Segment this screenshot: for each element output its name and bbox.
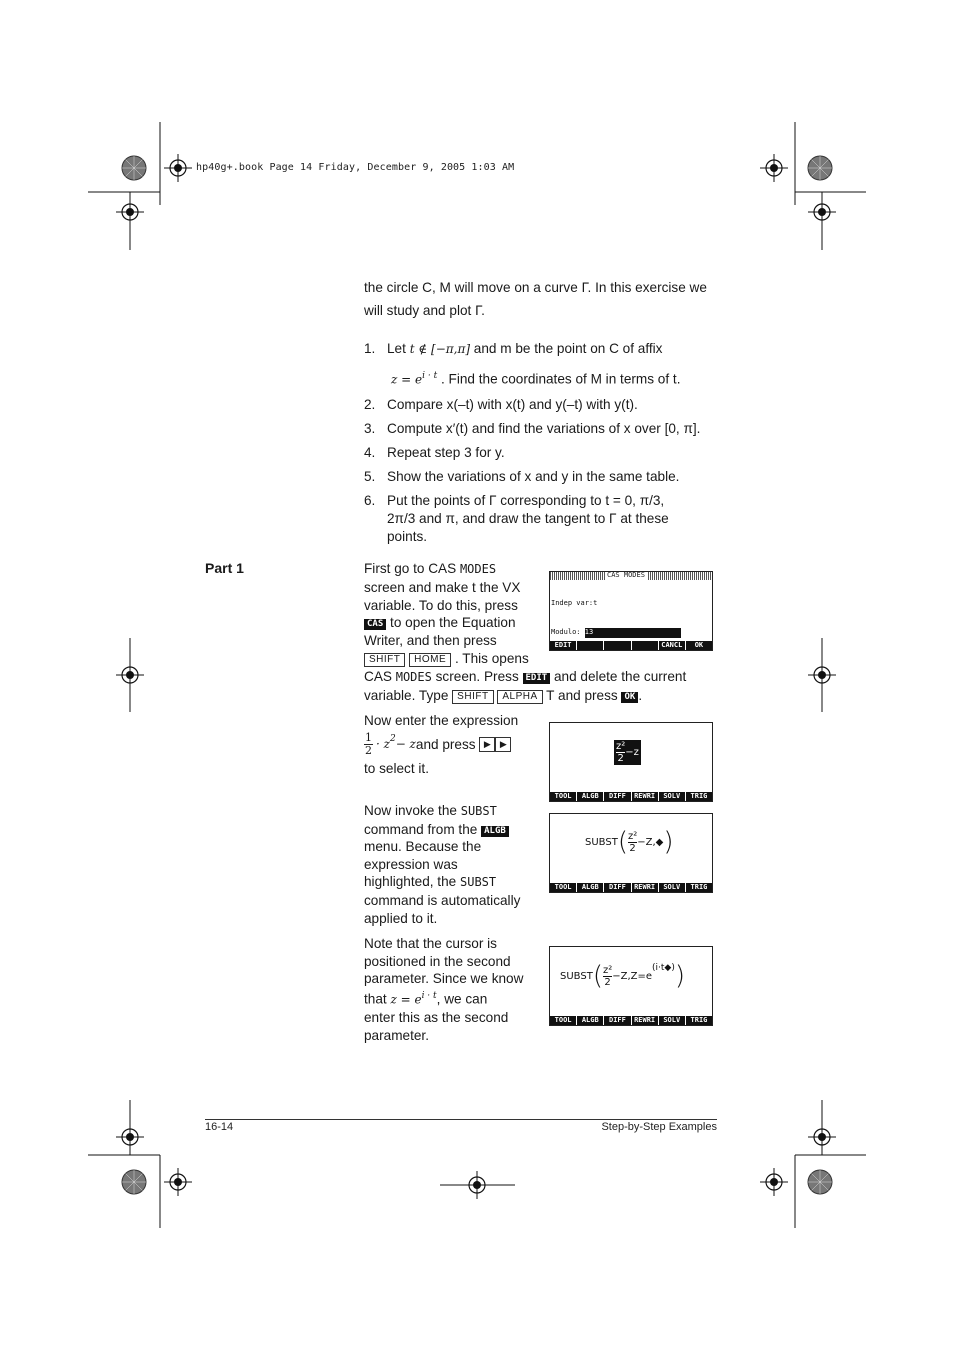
math-expression: t ∉ [−π,π] bbox=[409, 342, 471, 356]
step-6: 6. Put the points of Γ corresponding to t = 0, π/3, 2π/3 and π, and draw the tangent to Γ at these points. bbox=[364, 493, 669, 544]
calculator-screen-cas-modes bbox=[549, 571, 713, 651]
algb-key: ALGB bbox=[481, 826, 509, 837]
edit-key: EDIT bbox=[523, 673, 551, 684]
screen-mode-lines: Indep var:t Modulo: 13 bbox=[550, 580, 712, 651]
ok-key: OK bbox=[621, 692, 638, 703]
step-5: 5. Show the variations of x and y in the same table. bbox=[364, 469, 680, 484]
screen-menu-bar: TOOL ALGB DIFF REWRI SOLV TRIG bbox=[550, 1016, 712, 1025]
intro-line-1: the circle C, M will move on a curve Γ. In this exercise we bbox=[364, 280, 707, 295]
intro-paragraph bbox=[364, 279, 724, 320]
right-arrow-key: ▶ bbox=[479, 737, 495, 752]
calculator-screen-expression bbox=[549, 722, 713, 802]
highlighted-expression: z² 2 −z bbox=[616, 741, 639, 764]
subst-expression: SUBST ( z² 2 −Z,◆ ) bbox=[585, 827, 674, 857]
screen-menu-bar: EDIT CANCL OK bbox=[550, 641, 712, 650]
shift-key: SHIFT bbox=[452, 690, 493, 704]
steps-list bbox=[364, 340, 724, 546]
calculator-screen-subst-param bbox=[549, 946, 713, 1026]
shift-key: SHIFT bbox=[364, 653, 405, 667]
intro-line-2: will study and plot Γ. bbox=[364, 303, 485, 318]
screen-menu-bar: TOOL ALGB DIFF REWRI SOLV TRIG bbox=[550, 792, 712, 801]
step-number: 1. bbox=[364, 341, 376, 356]
subst-expression-with-param: SUBST ( z² 2 −Z,Z=e $^{(i\cdot t◆)}$ ) bbox=[560, 961, 686, 991]
step-3: 3. Compute x′(t) and find the variations of x over [0, π]. bbox=[364, 421, 701, 436]
cas-key: CAS bbox=[364, 619, 386, 630]
step-4: 4. Repeat step 3 for y. bbox=[364, 445, 505, 460]
right-arrow-key: ▶ bbox=[495, 737, 511, 752]
math-formula: z = e bbox=[390, 992, 422, 1007]
fraction-one-half: 1 2 bbox=[365, 731, 372, 758]
page-number: 16-14 bbox=[205, 1121, 234, 1133]
alpha-key: ALPHA bbox=[497, 690, 542, 704]
print-header: hp40g+.book Page 14 Friday, December 9, 2005 1:03 AM bbox=[196, 162, 515, 173]
math-formula: z = e bbox=[391, 372, 423, 387]
step-1: 1. Let t ∉ [−π,π] and m be the point on C of affix $z = e^{i \cdot t}$ . Find the coordinates of M in terms of t. bbox=[364, 341, 681, 387]
screen-title-bar: CAS MODES bbox=[550, 572, 712, 580]
paragraph-enter-expression: Now enter the expression 1 2 · z $^2$ − z and press ▶ ▶ to select it. bbox=[364, 713, 519, 776]
screen-menu-bar: TOOL ALGB DIFF REWRI SOLV TRIG bbox=[550, 883, 712, 892]
step-2: 2. Compare x(–t) with x(t) and y(–t) with y(t). bbox=[364, 397, 638, 412]
paragraph-cursor-note: Note that the cursor is positioned in the second parameter. Since we know that $z = e^{i \cdot t}$, we can enter this as the second parameter. bbox=[364, 936, 524, 1043]
paragraph-cas-modes: First go to CAS MODES screen and make t the VX variable. To do this, press CAS to open the Equation Writer, and then press SHIFT HOME . This opens CAS MODES screen. Press EDIT and delete the current variable. Type SHIFT ALPHA T and press OK . bbox=[364, 561, 687, 703]
paragraph-invoke-subst: Now invoke the SUBST command from the ALGB menu. Because the expression was highlighted, the SUBST command is automatically applied to it. bbox=[364, 803, 521, 926]
section-title: Step-by-Step Examples bbox=[601, 1121, 717, 1133]
section-heading: Part 1 bbox=[205, 560, 244, 576]
home-key: HOME bbox=[409, 653, 451, 667]
calculator-screen-subst bbox=[549, 813, 713, 893]
footer-rule bbox=[205, 1119, 717, 1120]
